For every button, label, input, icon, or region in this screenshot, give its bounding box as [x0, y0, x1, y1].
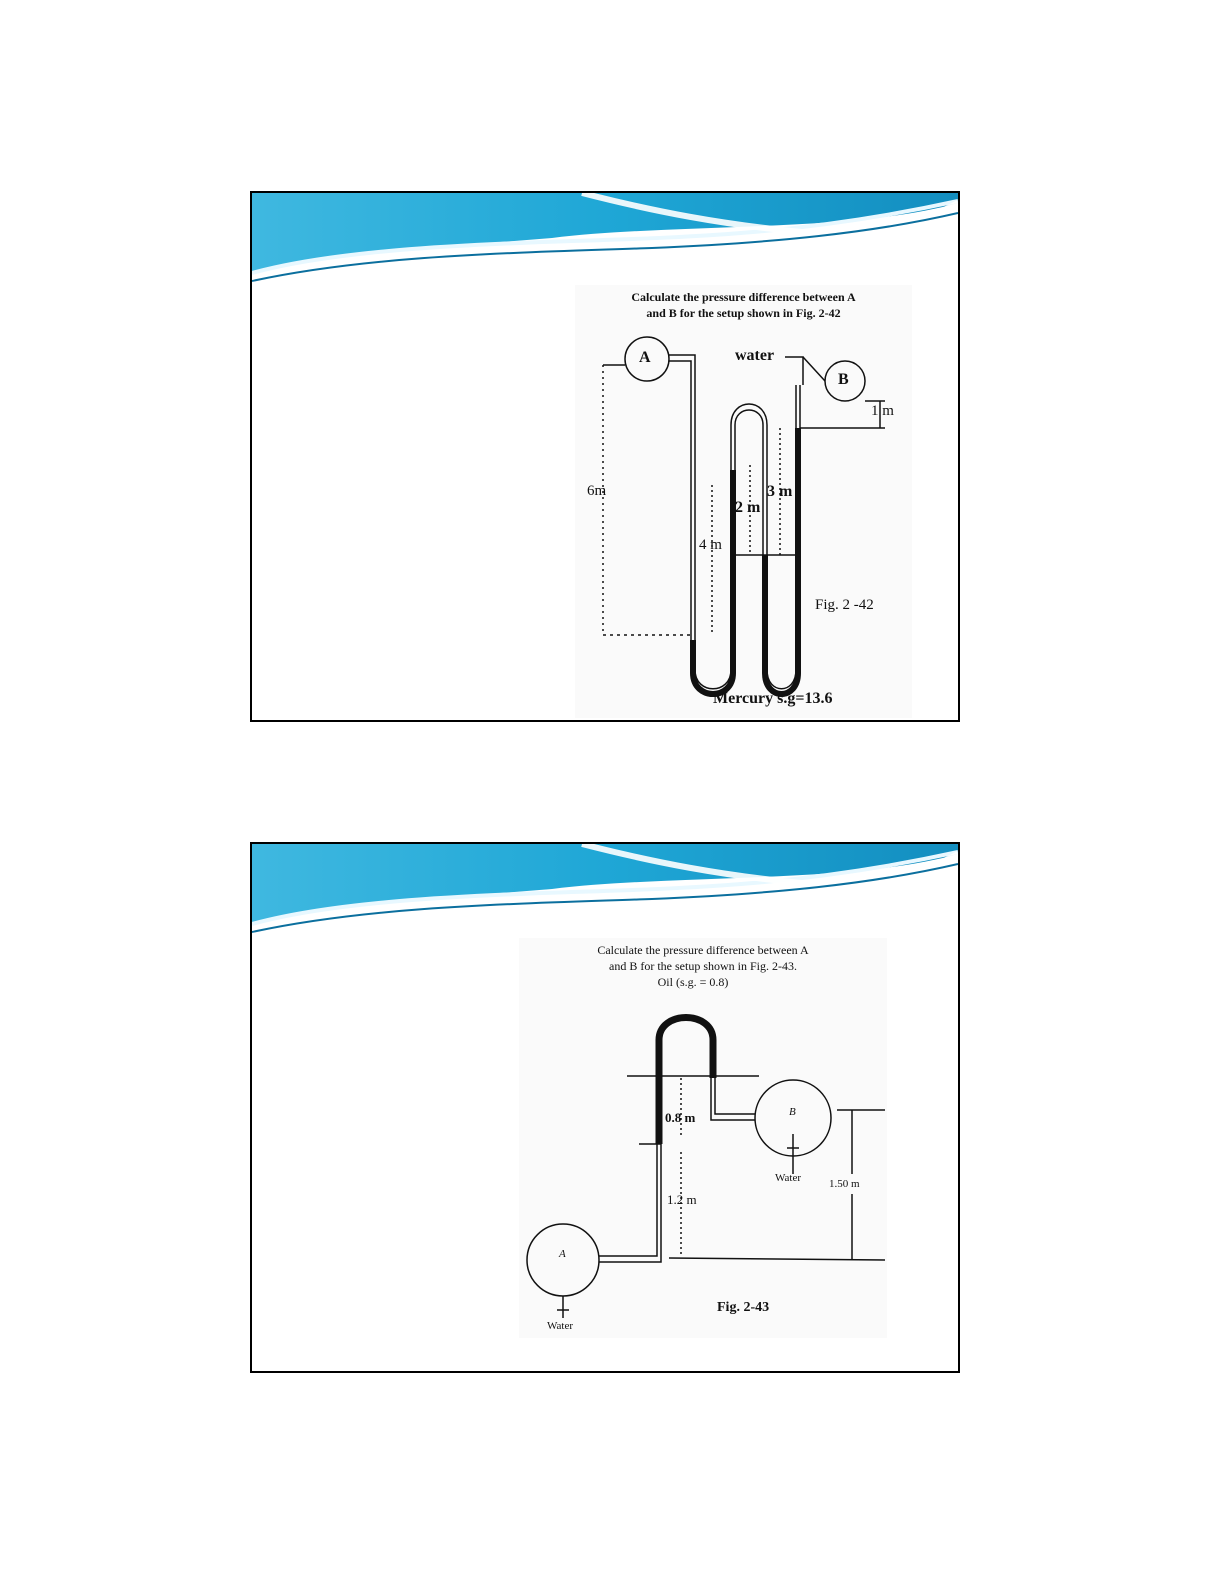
- label-b: B: [789, 1106, 796, 1118]
- label-mercury: Mercury s.g=13.6: [713, 690, 833, 707]
- slide-1-banner: [252, 193, 958, 283]
- label-a: A: [559, 1248, 566, 1260]
- label-fig-2-43: Fig. 2-43: [717, 1300, 770, 1315]
- label-water-b: Water: [775, 1172, 801, 1184]
- label-water: water: [735, 347, 775, 364]
- label-1-50m: 1.50 m: [829, 1178, 860, 1190]
- figure-2-43: [519, 938, 887, 1338]
- label-6m: 6m: [587, 483, 607, 499]
- label-fig-2-42: Fig. 2 -42: [815, 597, 874, 613]
- label-0-8m: 0.8 m: [665, 1110, 696, 1125]
- label-water-a: Water: [547, 1320, 573, 1332]
- label-b: B: [838, 371, 849, 388]
- slide-2-banner: [252, 844, 958, 934]
- label-a: A: [639, 349, 651, 366]
- label-2m: 2 m: [735, 499, 761, 516]
- figure-caption: Calculate the pressure difference between A and B for the setup shown in Fig. 2-43. Oil (s.g. = 0.8): [597, 943, 809, 989]
- slide-2: [250, 842, 960, 1373]
- figure-2-42: [575, 285, 912, 718]
- label-1-2m: 1.2 m: [667, 1192, 697, 1207]
- figure-caption: Calculate the pressure difference between A and B for the setup shown in Fig. 2-42: [631, 290, 856, 320]
- label-4m: 4 m: [699, 537, 722, 553]
- label-1m: 1 m: [871, 403, 894, 419]
- manometer-diagram: [519, 938, 887, 1338]
- label-3m: 3 m: [767, 483, 793, 500]
- slide-1: [250, 191, 960, 722]
